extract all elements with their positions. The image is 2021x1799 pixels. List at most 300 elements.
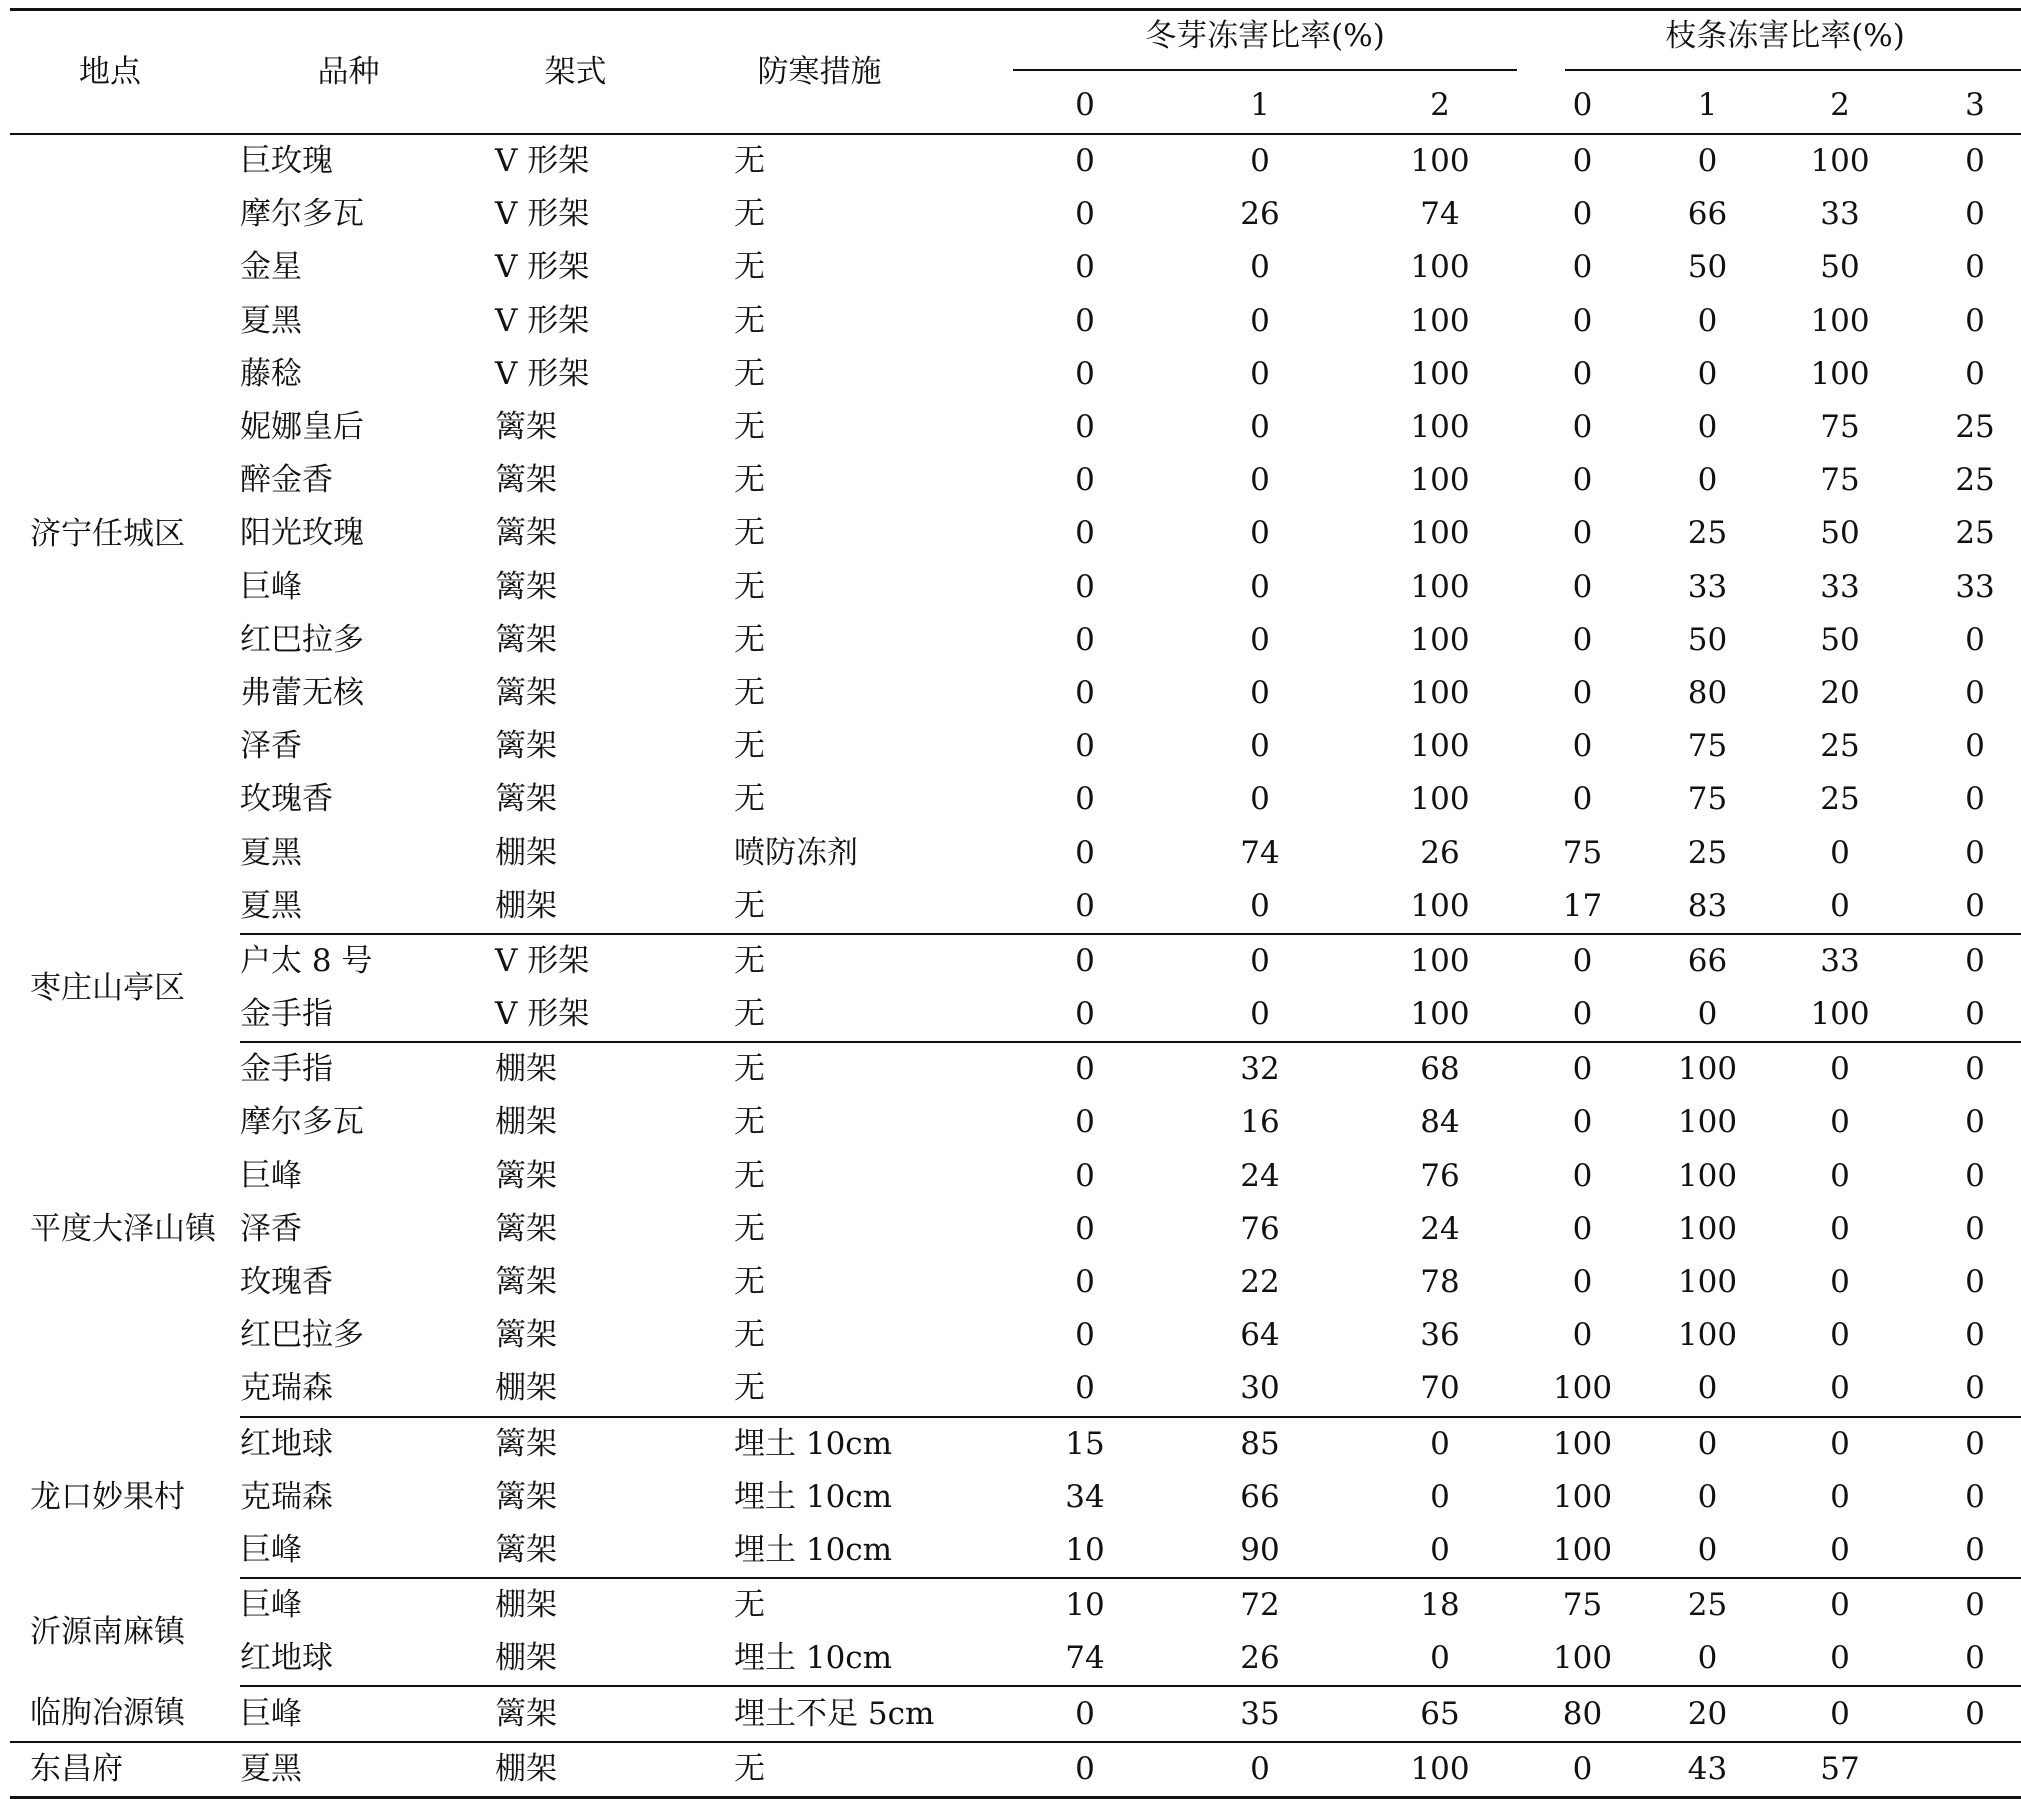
bud-value-cell: 36 (1420, 1317, 1460, 1354)
bud-value-cell: 100 (1410, 515, 1470, 552)
bud-value-cell: 10 (1005, 1524, 1165, 1578)
frame-cell: 篱架 (495, 621, 557, 658)
bud-value-cell: 76 (1240, 1210, 1280, 1247)
frame-cell: 篱架 (495, 1264, 557, 1301)
bud-value-cell: 76 (1420, 1157, 1460, 1194)
shoot-value-cell: 50 (1687, 249, 1728, 286)
bud-value-cell: 0 (1250, 728, 1270, 765)
table-row (10, 1578, 2021, 1632)
bud-value-cell: 0 (1075, 942, 1095, 979)
frame-cell: V 形架 (495, 196, 590, 233)
bud-value-cell: 100 (1410, 302, 1470, 339)
shoot-value-cell: 33 (1820, 196, 1860, 233)
shoot-value-cell: 0 (1775, 880, 1905, 934)
shoot-value-cell: 20 (1820, 674, 1860, 711)
variety-cell: 红巴拉多 (240, 1317, 364, 1354)
shoot-value-cell: 0 (1697, 143, 1718, 180)
measure-cell: 无 (734, 409, 765, 446)
bud-value-cell: 100 (1410, 942, 1470, 979)
bud-value-cell: 16 (1240, 1104, 1280, 1141)
shoot-value-cell: 25 (1687, 515, 1728, 552)
shoot-value-cell: 0 (1830, 834, 1850, 871)
measure-cell: 无 (714, 1742, 1005, 1798)
bud-value-cell: 0 (1355, 1524, 1525, 1578)
shoot-value-cell: 0 (1525, 1742, 1640, 1798)
bud-value-cell: 0 (1075, 355, 1095, 392)
variety-cell: 克瑞森 (240, 1478, 333, 1515)
table-row (10, 1309, 2021, 1362)
shoot-value-cell: 75 (1562, 834, 1603, 871)
measure-cell: 无 (734, 1264, 765, 1301)
shoot-value-cell: 100 (1775, 988, 1905, 1042)
frame-cell: 篱架 (495, 1157, 557, 1194)
bud-value-cell: 0 (1250, 621, 1270, 658)
shoot-value-cell: 100 (1677, 1157, 1738, 1194)
shoot-value-cell: 0 (1965, 1425, 1985, 1462)
shoot-value-cell: 0 (1572, 1210, 1593, 1247)
shoot-value-cell: 0 (1905, 1632, 2021, 1686)
shoot-value-cell: 100 (1677, 1051, 1738, 1088)
shoot-value-cell: 80 (1687, 674, 1728, 711)
frame-cell: 篱架 (477, 1686, 714, 1741)
measure-cell: 无 (734, 1157, 765, 1194)
frame-cell: 篱架 (495, 1210, 557, 1247)
frame-cell: 篱架 (477, 1524, 714, 1578)
bud-value-cell: 0 (1075, 462, 1095, 499)
bud-value-cell: 0 (1075, 196, 1095, 233)
bud-value-cell: 0 (1165, 880, 1355, 934)
variety-cell: 巨峰 (240, 1524, 477, 1578)
bud-value-cell: 24 (1240, 1157, 1280, 1194)
shoot-value-cell: 0 (1965, 143, 1985, 180)
measure-cell: 无 (734, 462, 765, 499)
table-row (10, 1686, 2021, 1741)
shoot-value-cell: 17 (1525, 880, 1640, 934)
bud-value-cell: 35 (1165, 1686, 1355, 1741)
table-row (10, 1362, 2021, 1416)
bud-value-cell: 10 (1065, 1587, 1105, 1624)
shoot-value-cell: 75 (1820, 409, 1860, 446)
variety-cell: 夏黑 (240, 302, 302, 339)
bud-value-cell: 0 (1075, 143, 1095, 180)
measure-cell: 无 (734, 1051, 765, 1088)
measure-cell: 无 (734, 568, 765, 605)
shoot-value-cell: 66 (1687, 196, 1728, 233)
bud-value-cell: 0 (1075, 1317, 1095, 1354)
shoot-value-cell: 43 (1640, 1742, 1775, 1798)
shoot-value-cell: 33 (1820, 568, 1860, 605)
measure-cell: 无 (734, 781, 765, 818)
table-row (10, 1150, 2021, 1203)
bud-value-cell: 0 (1250, 302, 1270, 339)
measure-cell: 埋土 10cm (734, 1478, 893, 1515)
bud-value-cell: 0 (1250, 942, 1270, 979)
variety-cell: 夏黑 (240, 834, 302, 871)
variety-cell: 巨峰 (240, 1587, 302, 1624)
shoot-value-cell: 0 (1572, 515, 1593, 552)
frame-cell: 篱架 (495, 568, 557, 605)
shoot-value-cell: 0 (1572, 1051, 1593, 1088)
bud-value-cell: 0 (1250, 143, 1270, 180)
table-row (10, 934, 2021, 988)
bud-value-cell: 0 (1075, 515, 1095, 552)
shoot-value-cell: 0 (1830, 1587, 1850, 1624)
bud-value-cell: 30 (1165, 1362, 1355, 1416)
bud-value-cell: 100 (1410, 728, 1470, 765)
shoot-value-cell: 0 (1640, 988, 1775, 1042)
table-row (10, 1203, 2021, 1256)
bud-value-cell: 0 (1250, 568, 1270, 605)
shoot-value-cell: 25 (1955, 515, 1995, 552)
bud-value-cell: 0 (1005, 988, 1165, 1042)
table-row (10, 1524, 2021, 1578)
bud-value-cell: 66 (1240, 1478, 1280, 1515)
shoot-value-cell: 100 (1525, 1632, 1640, 1686)
shoot-value-cell: 0 (1572, 1264, 1593, 1301)
shoot-value-cell: 0 (1965, 942, 1985, 979)
shoot-value-cell: 0 (1830, 1104, 1850, 1141)
shoot-value-cell: 50 (1820, 621, 1860, 658)
table-row (10, 1742, 2021, 1798)
bud-value-cell: 0 (1075, 302, 1095, 339)
frame-cell: V 形架 (477, 988, 714, 1042)
shoot-value-cell: 0 (1697, 1425, 1718, 1462)
header-variety: 品种 (240, 10, 477, 135)
shoot-value-cell: 25 (1955, 409, 1995, 446)
header-location: 地点 (10, 10, 240, 135)
table-row (10, 561, 2021, 614)
bud-value-cell: 85 (1240, 1425, 1280, 1462)
table-row (10, 614, 2021, 667)
shoot-value-cell: 75 (1687, 728, 1728, 765)
variety-cell: 玫瑰香 (240, 781, 333, 818)
bud-value-cell: 26 (1165, 1632, 1355, 1686)
document-page (10, 8, 2015, 1799)
shoot-value-cell: 100 (1810, 355, 1870, 392)
shoot-value-cell: 75 (1687, 781, 1728, 818)
table-row (10, 773, 2021, 826)
bud-value-cell: 0 (1250, 515, 1270, 552)
bud-value-cell: 0 (1250, 249, 1270, 286)
shoot-value-cell: 0 (1965, 302, 1985, 339)
bud-value-cell: 0 (1075, 781, 1095, 818)
frame-cell: 棚架 (495, 834, 557, 871)
bud-value-cell: 100 (1410, 462, 1470, 499)
measure-cell: 埋土 10cm (734, 1425, 893, 1462)
shoot-value-cell: 0 (1640, 1362, 1775, 1416)
measure-cell: 无 (734, 1210, 765, 1247)
bud-value-cell: 74 (1420, 196, 1460, 233)
shoot-value-cell: 0 (1830, 1051, 1850, 1088)
measure-cell: 无 (734, 515, 765, 552)
shoot-value-cell: 0 (1905, 1686, 2021, 1741)
measure-cell: 无 (714, 988, 1005, 1042)
table-row (10, 720, 2021, 773)
bud-value-cell: 64 (1240, 1317, 1280, 1354)
table-row (10, 401, 2021, 454)
shoot-value-cell: 0 (1965, 728, 1985, 765)
table-row (10, 1471, 2021, 1524)
shoot-value-cell: 0 (1572, 462, 1593, 499)
shoot-value-cell: 25 (1820, 781, 1860, 818)
variety-cell: 红地球 (240, 1425, 333, 1462)
table-row (10, 880, 2021, 934)
bud-value-cell: 100 (1410, 568, 1470, 605)
shoot-value-cell: 100 (1552, 1425, 1613, 1462)
location-cell: 沂源南麻镇 (30, 1613, 185, 1650)
bud-value-cell: 0 (1250, 781, 1270, 818)
shoot-value-cell: 100 (1810, 143, 1870, 180)
bud-value-cell: 0 (1075, 674, 1095, 711)
shoot-value-cell: 50 (1820, 515, 1860, 552)
frame-cell: V 形架 (495, 143, 590, 180)
measure-cell: 无 (734, 728, 765, 765)
bud-value-cell: 0 (1075, 249, 1095, 286)
shoot-value-cell: 0 (1572, 781, 1593, 818)
variety-cell: 泽香 (240, 1210, 302, 1247)
bud-value-cell: 65 (1355, 1686, 1525, 1741)
bud-value-cell: 0 (1005, 1742, 1165, 1798)
bud-value-cell: 72 (1240, 1587, 1280, 1624)
shoot-value-cell (1905, 1742, 2021, 1798)
location-cell: 济宁任城区 (30, 515, 185, 552)
location-cell: 枣庄山亭区 (30, 969, 185, 1006)
bud-value-cell: 0 (1005, 1686, 1165, 1741)
shoot-value-cell: 0 (1572, 409, 1593, 446)
table-row (10, 1632, 2021, 1686)
shoot-value-cell: 0 (1965, 621, 1985, 658)
shoot-value-cell: 100 (1677, 1264, 1738, 1301)
bud-value-cell: 74 (1240, 834, 1280, 871)
shoot-value-cell: 0 (1572, 355, 1593, 392)
table-body (10, 134, 2021, 1797)
bud-value-cell: 0 (1075, 409, 1095, 446)
measure-cell: 无 (734, 1104, 765, 1141)
bud-value-cell: 24 (1420, 1210, 1460, 1247)
measure-cell: 埋土 10cm (714, 1524, 1005, 1578)
shoot-value-cell: 75 (1820, 462, 1860, 499)
shoot-value-cell: 25 (1687, 1587, 1728, 1624)
shoot-value-cell: 25 (1687, 834, 1728, 871)
shoot-value-cell: 0 (1830, 1157, 1850, 1194)
frame-cell: 篱架 (495, 674, 557, 711)
shoot-value-cell: 0 (1775, 1524, 1905, 1578)
shoot-value-cell: 0 (1525, 988, 1640, 1042)
frame-cell: V 形架 (495, 355, 590, 392)
bud-value-cell: 0 (1165, 1742, 1355, 1798)
bud-value-cell: 74 (1005, 1632, 1165, 1686)
shoot-value-cell: 0 (1905, 880, 2021, 934)
table-row (10, 667, 2021, 720)
table-row (10, 348, 2021, 401)
bud-value-cell: 0 (1165, 988, 1355, 1042)
bud-value-cell: 26 (1420, 834, 1460, 871)
bud-value-cell: 0 (1250, 674, 1270, 711)
frame-cell: V 形架 (495, 942, 590, 979)
shoot-value-cell: 0 (1572, 621, 1593, 658)
shoot-value-cell: 0 (1965, 781, 1985, 818)
table-row (10, 1096, 2021, 1149)
bud-value-cell: 0 (1355, 1632, 1525, 1686)
shoot-value-cell: 33 (1687, 568, 1728, 605)
bud-value-cell: 0 (1075, 568, 1095, 605)
table-row (10, 1042, 2021, 1096)
shoot-value-cell: 0 (1697, 1478, 1718, 1515)
table-row (10, 454, 2021, 507)
measure-cell: 无 (734, 143, 765, 180)
bud-value-cell: 0 (1250, 409, 1270, 446)
bud-value-cell: 0 (1005, 1362, 1165, 1416)
bud-group-label: 冬芽冻害比率(%) (1145, 17, 1385, 54)
frame-cell: 篱架 (495, 515, 557, 552)
location-cell: 平度大泽山镇 (30, 1210, 216, 1247)
measure-cell: 无 (734, 674, 765, 711)
shoot-value-cell: 0 (1572, 568, 1593, 605)
shoot-value-cell: 0 (1572, 942, 1593, 979)
table-row (10, 134, 2021, 188)
bud-value-cell: 0 (1430, 1425, 1450, 1462)
measure-cell: 无 (734, 621, 765, 658)
bud-value-cell: 0 (1075, 1051, 1095, 1088)
bud-value-cell: 100 (1410, 409, 1470, 446)
measure-cell: 无 (734, 302, 765, 339)
measure-cell: 无 (734, 1317, 765, 1354)
shoot-value-cell: 0 (1905, 1362, 2021, 1416)
shoot-group-rule (1565, 69, 2021, 71)
header-shoot-level: 2 (1775, 71, 1905, 134)
bud-value-cell: 22 (1240, 1264, 1280, 1301)
measure-cell: 埋土 10cm (714, 1632, 1005, 1686)
shoot-value-cell: 0 (1572, 196, 1593, 233)
header-frame: 架式 (477, 10, 714, 135)
bud-value-cell: 90 (1165, 1524, 1355, 1578)
header-measure: 防寒措施 (714, 10, 1005, 135)
variety-cell: 弗蕾无核 (240, 674, 364, 711)
shoot-value-cell: 0 (1572, 302, 1593, 339)
bud-group-rule (1013, 69, 1517, 71)
bud-value-cell: 0 (1075, 1210, 1095, 1247)
measure-cell: 无 (734, 942, 765, 979)
shoot-value-cell: 0 (1965, 1264, 1985, 1301)
variety-cell: 红地球 (240, 1632, 477, 1686)
bud-value-cell: 0 (1430, 1478, 1450, 1515)
frost-damage-table (10, 8, 2021, 1799)
variety-cell: 金星 (240, 249, 302, 286)
shoot-value-cell: 57 (1775, 1742, 1905, 1798)
bud-value-cell: 70 (1355, 1362, 1525, 1416)
shoot-value-cell: 100 (1677, 1104, 1738, 1141)
frame-cell: 棚架 (477, 880, 714, 934)
shoot-value-cell: 0 (1697, 302, 1718, 339)
shoot-value-cell: 100 (1525, 1362, 1640, 1416)
bud-value-cell: 100 (1355, 988, 1525, 1042)
shoot-value-cell: 0 (1775, 1362, 1905, 1416)
header-bud-level: 2 (1355, 71, 1525, 134)
table-row (10, 826, 2021, 879)
variety-cell: 醉金香 (240, 462, 333, 499)
bud-value-cell: 0 (1075, 1157, 1095, 1194)
frame-cell: 篱架 (495, 409, 557, 446)
frame-cell: 篱架 (495, 1317, 557, 1354)
table-row (10, 1417, 2021, 1471)
table-row (10, 988, 2021, 1042)
bud-value-cell: 0 (1005, 880, 1165, 934)
measure-cell: 无 (734, 249, 765, 286)
variety-cell: 摩尔多瓦 (240, 1104, 364, 1141)
shoot-value-cell: 0 (1965, 674, 1985, 711)
shoot-value-cell: 0 (1905, 1524, 2021, 1578)
shoot-value-cell: 25 (1820, 728, 1860, 765)
measure-cell: 无 (714, 880, 1005, 934)
bud-value-cell: 100 (1410, 781, 1470, 818)
table-row (10, 1256, 2021, 1309)
variety-cell: 阳光玫瑰 (240, 515, 364, 552)
frame-cell: 棚架 (477, 1742, 714, 1798)
shoot-value-cell: 0 (1697, 409, 1718, 446)
bud-value-cell: 100 (1410, 249, 1470, 286)
bud-value-cell: 100 (1355, 880, 1525, 934)
variety-cell: 巨峰 (240, 568, 302, 605)
frame-cell: 棚架 (495, 1587, 557, 1624)
shoot-value-cell: 0 (1830, 1425, 1850, 1462)
variety-cell: 克瑞森 (240, 1362, 477, 1416)
measure-cell: 喷防冻剂 (734, 834, 858, 871)
shoot-value-cell: 100 (1552, 1478, 1613, 1515)
bud-value-cell: 0 (1250, 462, 1270, 499)
location-cell: 龙口妙果村 (30, 1478, 185, 1515)
shoot-group-label: 枝条冻害比率(%) (1665, 17, 1905, 54)
measure-cell: 无 (734, 1587, 765, 1624)
bud-value-cell: 34 (1065, 1478, 1105, 1515)
bud-value-cell: 100 (1355, 1742, 1525, 1798)
shoot-value-cell: 0 (1572, 143, 1593, 180)
bud-value-cell: 100 (1410, 355, 1470, 392)
shoot-value-cell: 0 (1640, 1524, 1775, 1578)
frame-cell: V 形架 (495, 249, 590, 286)
shoot-value-cell: 100 (1810, 302, 1870, 339)
shoot-value-cell: 75 (1562, 1587, 1603, 1624)
variety-cell: 金手指 (240, 1051, 333, 1088)
variety-cell: 巨峰 (240, 1686, 477, 1741)
variety-cell: 巨玫瑰 (240, 143, 333, 180)
variety-cell: 户太 8 号 (240, 942, 373, 979)
bud-value-cell: 100 (1410, 674, 1470, 711)
shoot-value-cell: 0 (1830, 1210, 1850, 1247)
variety-cell: 玫瑰香 (240, 1264, 333, 1301)
variety-cell: 夏黑 (240, 880, 477, 934)
bud-value-cell: 0 (1250, 355, 1270, 392)
shoot-value-cell: 0 (1830, 1317, 1850, 1354)
location-cell: 东昌府 (10, 1742, 240, 1798)
measure-cell: 无 (734, 355, 765, 392)
frame-cell: 篱架 (495, 462, 557, 499)
variety-cell: 金手指 (240, 988, 477, 1042)
frame-cell: 棚架 (477, 1632, 714, 1686)
shoot-value-cell: 33 (1820, 942, 1860, 979)
shoot-value-cell: 0 (1965, 196, 1985, 233)
shoot-value-cell: 0 (1965, 834, 1985, 871)
variety-cell: 夏黑 (240, 1742, 477, 1798)
shoot-value-cell: 0 (1572, 249, 1593, 286)
shoot-value-cell: 0 (1965, 1051, 1985, 1088)
shoot-value-cell: 0 (1965, 1587, 1985, 1624)
header-shoot-level: 1 (1640, 71, 1775, 134)
shoot-value-cell: 0 (1572, 1317, 1593, 1354)
frame-cell: 篱架 (495, 781, 557, 818)
shoot-value-cell: 0 (1965, 1210, 1985, 1247)
shoot-value-cell: 100 (1677, 1317, 1738, 1354)
shoot-value-cell: 0 (1640, 1632, 1775, 1686)
